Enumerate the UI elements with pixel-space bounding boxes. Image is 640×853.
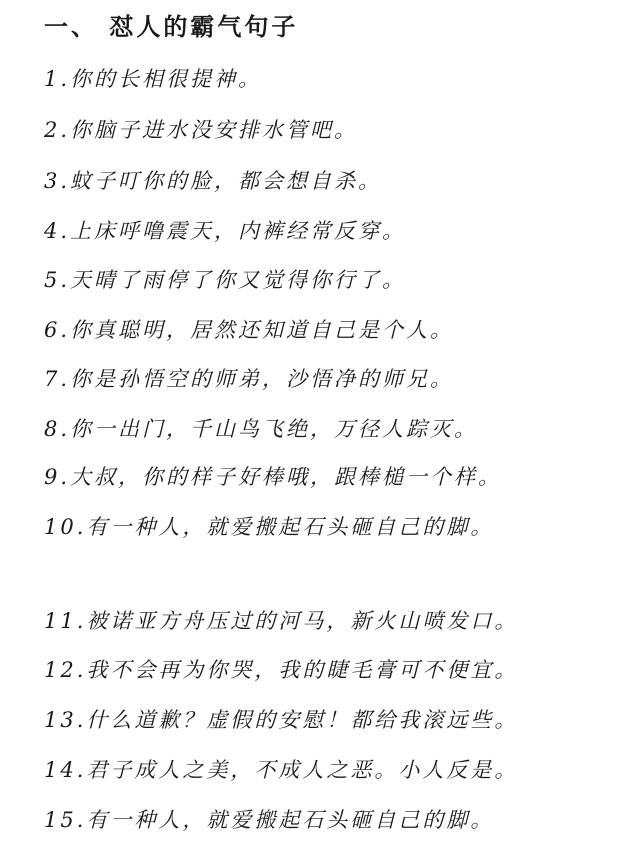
line-number: 4. <box>44 219 71 243</box>
line-text: 你一出门，千山鸟飞绝，万径人踪灭。 <box>70 417 479 441</box>
quote-line-5 <box>44 265 406 295</box>
quote-line-15 <box>44 805 494 835</box>
line-text: 有一种人，就爱搬起石头砸自己的脚。 <box>86 808 495 832</box>
quote-line-6 <box>44 315 454 345</box>
quote-line-2 <box>44 115 358 145</box>
line-number: 5. <box>44 268 71 292</box>
line-text: 上床呼噜震天，内裤经常反穿。 <box>70 219 407 243</box>
line-number: 15. <box>44 808 87 832</box>
quote-line-11 <box>44 606 518 636</box>
quote-line-13 <box>44 705 518 735</box>
line-number: 10. <box>44 515 87 539</box>
line-number: 6. <box>44 318 71 342</box>
line-text: 有一种人，就爱搬起石头砸自己的脚。 <box>86 515 495 539</box>
quote-line-14 <box>44 755 518 785</box>
quote-line-10 <box>44 512 494 542</box>
line-text: 君子成人之美，不成人之恶。小人反是。 <box>86 758 519 782</box>
quote-line-3 <box>44 166 382 196</box>
line-number: 2. <box>44 118 71 142</box>
quote-line-1 <box>44 64 262 94</box>
quote-line-4 <box>44 216 406 246</box>
line-number: 7. <box>44 367 71 391</box>
line-number: 12. <box>44 658 87 682</box>
line-number: 9. <box>44 465 71 489</box>
line-number: 11. <box>44 609 87 633</box>
line-text: 被诺亚方舟压过的河马，新火山喷发口。 <box>86 609 519 633</box>
line-number: 8. <box>44 417 71 441</box>
line-text: 我不会再为你哭，我的睫毛膏可不便宜。 <box>86 658 519 682</box>
quote-line-7 <box>44 364 454 394</box>
line-text: 大叔，你的样子好棒哦，跟棒槌一个样。 <box>70 465 503 489</box>
line-text: 天晴了雨停了你又觉得你行了。 <box>70 268 407 292</box>
line-number: 3. <box>44 169 71 193</box>
line-number: 1. <box>44 67 71 91</box>
quote-line-9 <box>44 462 502 492</box>
line-text: 你真聪明，居然还知道自己是个人。 <box>70 318 455 342</box>
line-text: 你脑子进水没安排水管吧。 <box>70 118 359 142</box>
line-text: 你是孙悟空的师弟，沙悟净的师兄。 <box>70 367 455 391</box>
line-text: 蚊子叮你的脸，都会想自杀。 <box>70 169 383 193</box>
line-text: 你的长相很提神。 <box>70 67 263 91</box>
quote-line-12 <box>44 655 518 685</box>
line-number: 13. <box>44 708 87 732</box>
quote-line-8 <box>44 414 478 444</box>
section-title: 一、 怼人的霸气句子 <box>44 12 299 41</box>
line-number: 14. <box>44 758 87 782</box>
line-text: 什么道歉？虚假的安慰！都给我滚远些。 <box>86 708 519 732</box>
